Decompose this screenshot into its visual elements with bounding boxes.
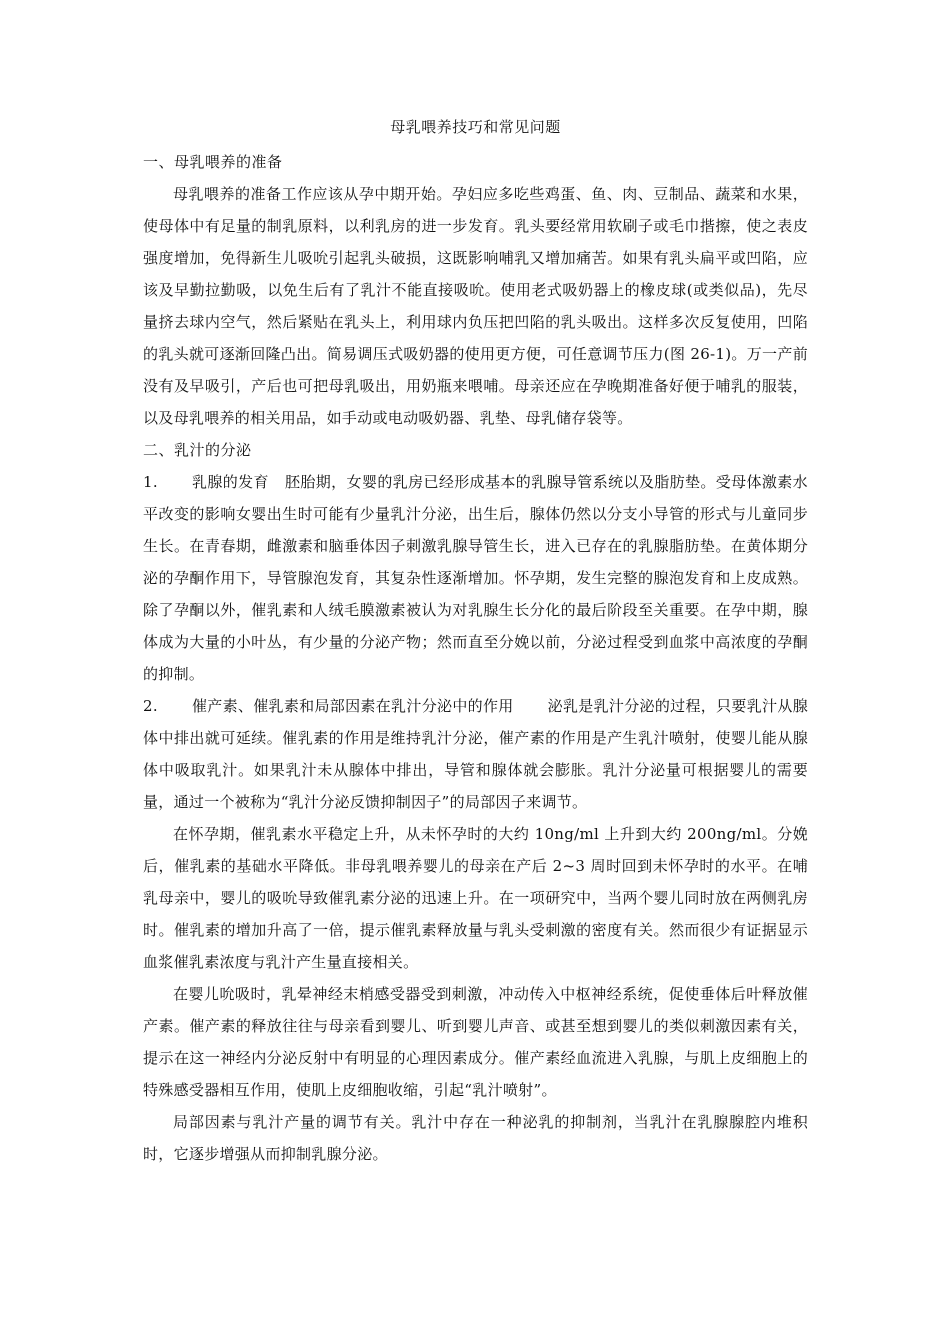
section-heading-preparation: 一、母乳喂养的准备 bbox=[143, 153, 283, 171]
list-item-text: 泌乳是乳汁分泌的过程，只要乳汁从腺体中排出就可延续。催乳素的作用是维持乳汁分泌，催产素的作用是产生乳汁喷射，使婴儿能从腺体中吸取乳汁。如果乳汁未从腺体中排出，导管和腺体就会膨胀。乳汁分泌量可根据婴儿的需要量，通过一个被称为“乳汁分泌反馈抑制因子”的局部因子来调节。 bbox=[143, 697, 808, 811]
list-item-number: 1. bbox=[143, 473, 158, 491]
paragraph-local-factors: 局部因素与乳汁产量的调节有关。乳汁中存在一种泌乳的抑制剂，当乳汁在乳腺腺腔内堆积时，它逐步增强从而抑制乳腺分泌。 bbox=[143, 1113, 808, 1163]
list-item-text: 胚胎期，女婴的乳房已经形成基本的乳腺导管系统以及脂肪垫。受母体激素水平改变的影响女婴出生时可能有少量乳汁分泌，出生后，腺体仍然以分支小导管的形式与儿童同步生长。在青春期，雌激素和脑垂体因子刺激乳腺导管生长，进入已存在的乳腺脂肪垫。在黄体期分泌的孕酮作用下，导管腺泡发育，其复杂性逐渐增加。怀孕期，发生完整的腺泡发育和上皮成熟。除了孕酮以外，催乳素和人绒毛膜激素被认为对乳腺生长分化的最后阶段至关重要。在孕中期，腺体成为大量的小叶丛，有少量的分泌产物；然而直至分娩以前，分泌过程受到血浆中高浓度的孕酮的抑制。 bbox=[143, 473, 808, 683]
paragraph-prolactin: 在怀孕期，催乳素水平稳定上升，从未怀孕时的大约 10ng/ml 上升到大约 200ng/ml。分娩后，催乳素的基础水平降低。非母乳喂养婴儿的母亲在产后 2~3 周时回到未怀孕时的水平。在哺乳母亲中，婴儿的吸吮导致催乳素分泌的迅速上升。在一项研究中，当两个婴儿同时放在两侧乳房时。催乳素的增加升高了一倍，提示催乳素释放量与乳头受刺激的密度有关。然而很少有证据显示血浆催乳素浓度与乳汁产生量直接相关。 bbox=[143, 825, 808, 971]
paragraph-preparation: 母乳喂养的准备工作应该从孕中期开始。孕妇应多吃些鸡蛋、鱼、肉、豆制品、蔬菜和水果，使母体中有足量的制乳原料，以利乳房的进一步发育。乳头要经常用软刷子或毛巾揩擦，使之表皮强度增加，免得新生儿吸吮引起乳头破损，这既影响哺乳又增加痛苦。如果有乳头扁平或凹陷，应该及早勤拉勤吸，以免生后有了乳汁不能直接吸吮。使用老式吸奶器上的橡皮球(或类似品)，先尽量挤去球内空气，然后紧贴在乳头上，利用球内负压把凹陷的乳头吸出。这样多次反复使用，凹陷的乳头就可逐渐回隆凸出。简易调压式吸奶器的使用更方便，可任意调节压力(图 26-1)。万一产前没有及早吸引，产后也可把母乳吸出，用奶瓶来喂哺。母亲还应在孕晚期准备好便于哺乳的服装，以及母乳喂养的相关用品，如手动或电动吸奶器、乳垫、母乳储存袋等。 bbox=[143, 185, 808, 427]
list-item-lead: 催产素、催乳素和局部因素在乳汁分泌中的作用 bbox=[191, 697, 514, 715]
list-item-number: 2. bbox=[143, 697, 158, 715]
document-page bbox=[143, 116, 808, 1170]
list-item-gland-development bbox=[143, 466, 808, 690]
paragraph-oxytocin: 在婴儿吮吸时，乳晕神经末梢感受器受到刺激，冲动传入中枢神经系统，促使垂体后叶释放催产素。催产素的释放往往与母亲看到婴儿、听到婴儿声音、或甚至想到婴儿的类似刺激因素有关，提示在这一神经内分泌反射中有明显的心理因素成分。催产素经血流进入乳腺，与肌上皮细胞上的特殊感受器相互作用，使肌上皮细胞收缩，引起“乳汁喷射”。 bbox=[143, 985, 808, 1099]
list-item-lead: 乳腺的发育 bbox=[191, 473, 269, 491]
section-heading-secretion: 二、乳汁的分泌 bbox=[143, 441, 252, 459]
list-item-hormones bbox=[143, 690, 808, 818]
document-title: 母乳喂养技巧和常见问题 bbox=[390, 118, 561, 136]
